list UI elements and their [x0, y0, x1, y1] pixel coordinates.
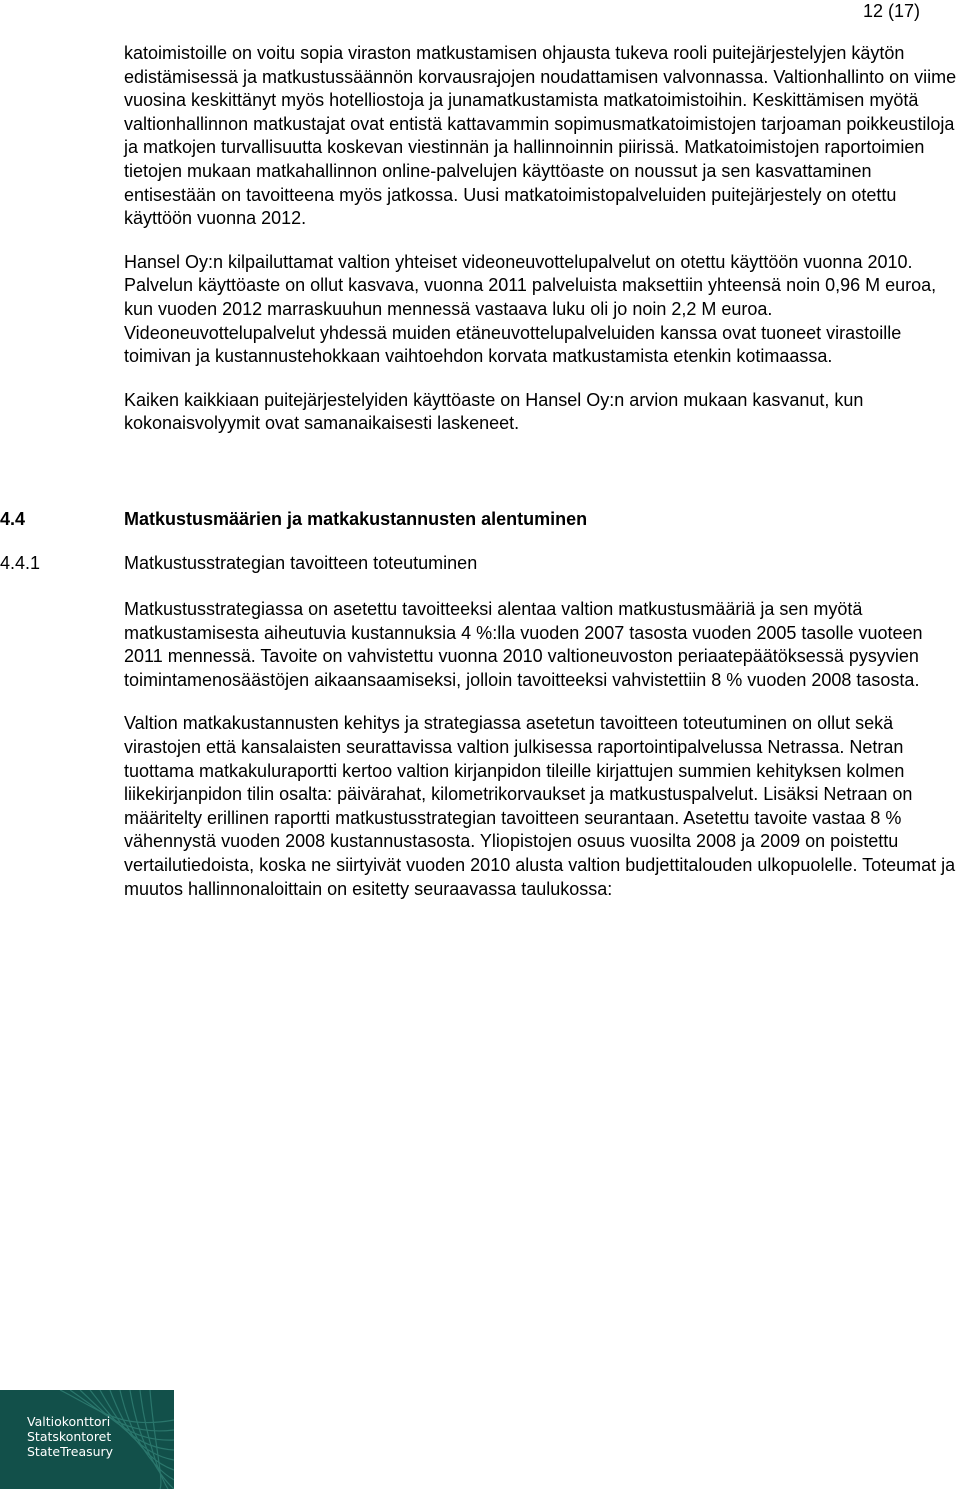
- subsection-number: 4.4.1: [0, 553, 41, 573]
- body-text-top: [124, 42, 958, 456]
- logo-line-sv: Statskontoret: [27, 1429, 112, 1444]
- paragraph-video-conferencing: Hansel Oy:n kilpailuttamat valtion yhteiset videoneuvottelupalvelut on otettu käyttöön vuonna 2010. Palvelun käyttöaste on ollut kasvava, vuonna 2011 palveluista maksettiin yhteensä noin 0,96 M euroa, kun vuoden 2012 marraskuuhun mennessä vastaava luku oli jo noin 2,2 M euroa. Videoneuvottelupalvelut yhdessä muiden etäneuvottelupalveluiden kanssa ovat tuoneet virastoille toimivan ja kustannustehokkaan vaihtoehdon korvata matkustamista etenkin kotimaassa.: [124, 251, 937, 367]
- paragraph-framework-usage: Kaiken kaikkiaan puitejärjestelyiden käyttöaste on Hansel Oy:n arvion mukaan kasvanut, kun kokonaisvolyymit ovat samanaikaisesti laskeneet.: [124, 389, 864, 434]
- logo-line-fi: Valtiokonttori: [27, 1414, 111, 1429]
- paragraph-netra-reporting: Valtion matkakustannusten kehitys ja strategiassa asetetun tavoitteen toteutuminen on ollut sekä virastojen että kansalaisten seurattavissa valtion julkisessa raportointipalvelussa Netrassa. Netran tuottama matkakuluraportti kertoo valtion kirjanpidon tileille kirjattujen summien kehityksen kolmen liikekirjanpidon tilin osalta: päivärahat, kilometrikorvaukset ja matkustuspalvelut. Lisäksi Netraan on määritelty erillinen raportti matkustusstrategian tavoitteen seurantaan. Asetettu tavoite vastaa 8 % vähennystä vuoden 2008 kustannustasosta. Yliopistojen osuus vuosilta 2008 ja 2009 on poistettu vertailutiedoista, koska ne siirtyivät vuoden 2010 alusta valtion budjettitalouden ulkopuolelle. Toteumat ja muutos hallinnonaloittain on esitetty seuraavassa taulukossa:: [124, 713, 956, 899]
- paragraph-travel-agencies: katoimistoille on voitu sopia viraston matkustamisen ohjausta tukeva rooli puitejärjestelyjen käytön edistämisessä ja matkustussäännön korvausrajojen noudattamisen valvonnassa. Valtionhallinto on viime vuosina keskittänyt myös hotelliostoja ja junamatkustamista matkatoimistoihin. Keskittämisen myötä valtionhallinnon matkustajat ovat entistä kattavammin sopimusmatkatoimistojen tarjoaman poikkeustiloja ja matkojen turvallisuutta koskevan viestinnän ja hallinnoinnin piirissä. Matkatoimistojen raportoimien tietojen mukaan matkahallinnon online-palvelujen käyttöaste on noussut ja sen kasvattaminen entisestään on tavoitteena myös jatkossa. Uusi matkatoimistopalveluiden puitejärjestely on otettu käyttöön vuonna 2012.: [124, 43, 957, 229]
- section-title: Matkustusmäärien ja matkakustannusten alentuminen: [124, 509, 588, 529]
- valtiokonttori-logo: [0, 1390, 174, 1489]
- section-number: 4.4: [0, 509, 26, 529]
- logo-line-en: StateTreasury: [27, 1444, 114, 1459]
- body-text-bottom: [124, 598, 958, 921]
- page-number: 12 (17): [862, 1, 920, 21]
- subsection-title: Matkustusstrategian tavoitteen toteutuminen: [124, 553, 478, 573]
- logo-text: [27, 1414, 113, 1459]
- paragraph-strategy-goal: Matkustusstrategiassa on asetettu tavoitteeksi alentaa valtion matkustusmääriä ja sen myötä matkustamisesta aiheutuvia kustannuksia 4 %:lla vuoden 2007 tasosta vuoden 2005 tasolle vuoteen 2011 mennessä. Tavoite on vahvistettu vuonna 2010 valtioneuvoston periaatepäätöksessä pysyvien toimintamenosäästöjen aikaansaamiseksi, jolloin tavoitteeksi vahvistettiin 8 % vuoden 2008 tasosta.: [124, 599, 923, 690]
